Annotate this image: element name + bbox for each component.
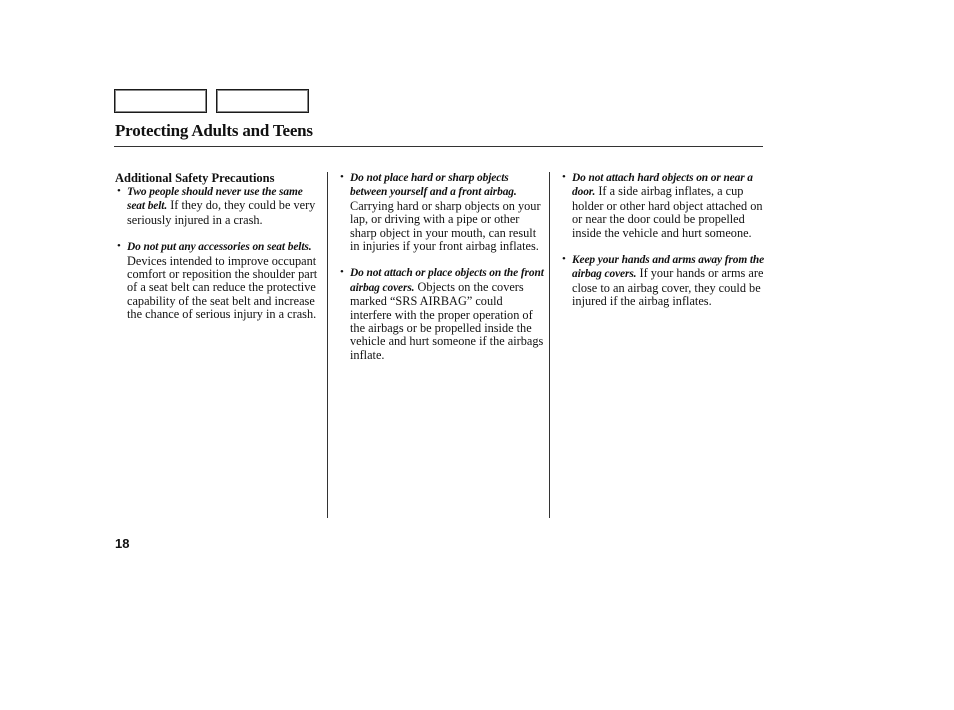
bullet-list — [338, 171, 544, 362]
page-number: 18 — [115, 536, 130, 551]
bullet-icon: • — [562, 171, 566, 183]
bullet-icon: • — [340, 171, 344, 183]
item-lead: Do not place hard or sharp objects between yourself and a front airbag. — [350, 172, 517, 199]
item-lead: Two people should never use the same seat belt. — [127, 186, 303, 213]
item-lead: Do not attach or place objects on the front airbag covers. — [350, 267, 544, 294]
bullet-list — [115, 185, 320, 322]
item-lead: Do not put any accessories on seat belts. — [127, 241, 312, 254]
title-divider — [114, 146, 763, 147]
bullet-icon: • — [340, 266, 344, 279]
content-column-2 — [338, 171, 544, 375]
list-item — [338, 266, 544, 362]
nav-button-contents[interactable] — [114, 89, 207, 113]
list-item — [115, 240, 320, 321]
list-item — [115, 185, 320, 227]
list-item — [560, 171, 766, 240]
item-lead: Do not attach hard objects on or near a door. — [572, 172, 753, 199]
item-lead: Keep your hands and arms away from the airbag covers. — [572, 254, 765, 281]
item-body: If a side airbag inflates, a cup holder or other hard object attached on or near the door could be propelled inside the vehicle and hurt someone. — [572, 184, 763, 240]
item-body: If your hands or arms are close to an airbag cover, they could be injured if the airbag inflates. — [572, 266, 764, 309]
column-divider — [549, 172, 550, 518]
bullet-icon: • — [562, 253, 566, 266]
content-column-1 — [115, 171, 320, 335]
section-heading: Additional Safety Precautions — [115, 171, 275, 185]
bullet-list — [560, 171, 766, 309]
list-item — [560, 253, 766, 309]
bullet-icon: • — [117, 185, 121, 197]
item-body: Carrying hard or sharp objects on your lap, or driving with a pipe or other sharp object in your mouth, can result in injuries if your front airbag inflates. — [350, 198, 541, 254]
list-item — [338, 171, 544, 253]
page-title: Protecting Adults and Teens — [115, 121, 313, 140]
item-body: Objects on the covers marked “SRS AIRBAG” could interfere with the proper operation of the airbags or be propelled inside the vehicle and hurt someone if the airbags inflate. — [350, 279, 544, 362]
item-body: If they do, they could be very seriously injured in a crash. — [127, 198, 316, 227]
bullet-icon: • — [117, 240, 121, 253]
column-divider — [327, 172, 328, 518]
item-body: Devices intended to improve occupant comfort or reposition the shoulder part of a seat belt can reduce the protective capability of the seat belt and increase the chance of serious injury in a crash. — [127, 253, 318, 322]
nav-button-index[interactable] — [216, 89, 309, 113]
content-column-3 — [560, 171, 766, 322]
